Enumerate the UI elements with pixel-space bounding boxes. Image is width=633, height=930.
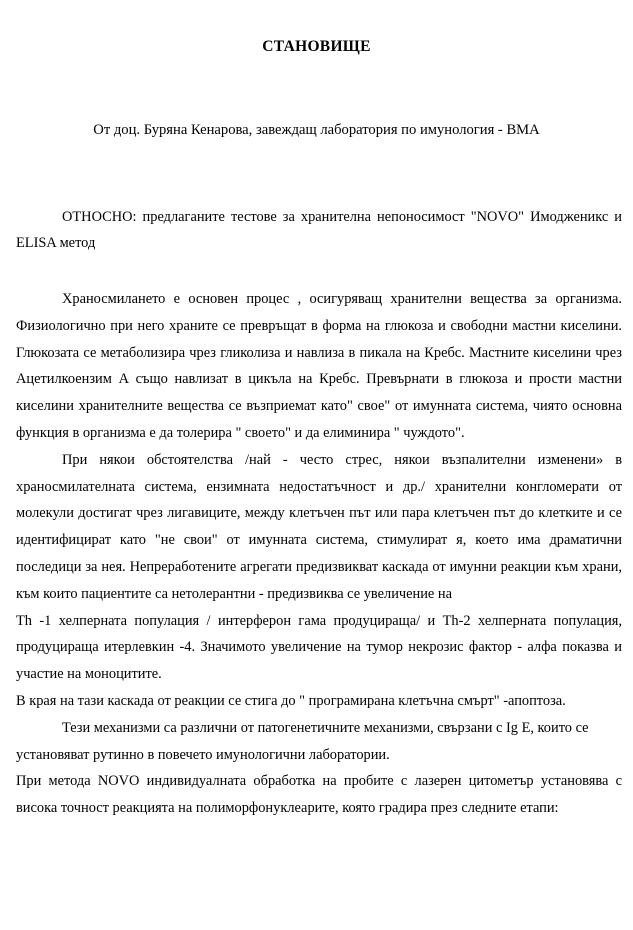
subject-text: ОТНОСНО: предлаганите тестове за хранителна непоносимост "NOVO" Имодженикс и ELISA метод — [16, 209, 622, 251]
paragraph-th-helper: Th -1 хелперната популация / интерферон гама продуцираща/ и Th-2 хелперната популация, продуцираща итерлевкин -4. Значимото увеличение на тумор некрозис фактор - алфа показва и участие на моноцитите. — [16, 612, 622, 683]
document-title: СТАНОВИЩЕ — [262, 38, 371, 55]
body-text — [16, 286, 622, 822]
author-line: От доц. Буряна Кенарова, завеждащ лаборатория по имунология - ВМА — [93, 122, 540, 138]
paragraph-digestion: Храносмилането е основен процес , осигуряващ хранителни вещества за организма. Физиологично при него храните се превръщат в форма на глюкоза и свободни мастни киселини. Глюкозата се метаболизира чрез гликолиза и навлиза в пикала на Кребс. Мастните киселини чрез Ацетилкоензим А също навлизат в цикъла на Кребс. Превърнати в глюкоза и прости мастни киселини хранителните вещества се възприемат като" свое" от имунната система, чиято основна функция в организма е да толерира " своето" и да елиминира " чуждото". — [16, 291, 622, 441]
paragraph-ige-mechanisms: Тези механизми са различни от патогенетичните механизми, свързани с Ig E, които се установяват рутинно в повечето имунологични лаборатории. — [16, 719, 589, 763]
subject-paragraph — [16, 204, 622, 256]
paragraph-apoptosis: В края на тази каскада от реакции се стига до " програмирана клетъчна смърт" -апоптоза. — [16, 692, 566, 709]
paragraph-immune-reaction: При някои обстоятелства /най - често стрес, някои възпалителни изменени» в храносмилателната система, ензимната недостатъчност и др./ хранителни конгломерати от молекули достигат чрез лигавиците, между клетъчен път или пара клетъчен път до клетките и се идентифицират като "не свои" от имунната система, стимулират я, което има драматични последици за нея. Непреработените агрегати предизвикват каскада от имунни реакции към храни, към които пациентите са нетолерантни - предизвиква се увеличение на — [16, 451, 622, 602]
paragraph-novo-method: При метода NOVO индивидуалната обработка на пробите с лазерен цитометър установява с висока точност реакцията на полиморфонуклеарите, която градира през следните етапи: — [16, 773, 622, 817]
